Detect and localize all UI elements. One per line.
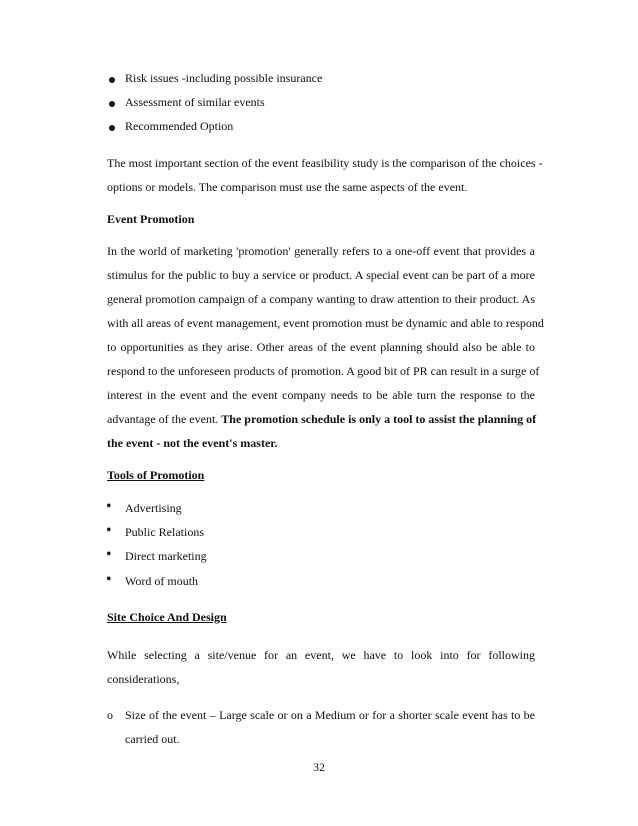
- event-promotion-heading: Event Promotion: [107, 212, 195, 226]
- site-choice-line: While selecting a site/venue for an event, we have to look into for following: [107, 648, 535, 662]
- event-promotion-line: interest in the event and the event company needs to be able turn the response to the: [107, 388, 535, 402]
- page-number: 32: [313, 760, 325, 774]
- site-choice-heading: Site Choice And Design: [107, 610, 227, 624]
- event-promotion-line: general promotion campaign of a company wanting to draw attention to their product. As: [107, 292, 535, 306]
- bullet-text: Recommended Option: [125, 119, 234, 133]
- event-promotion-line: In the world of marketing 'promotion' generally refers to a one-off event that provides a: [107, 244, 535, 258]
- event-promotion-line: [107, 412, 535, 427]
- event-promotion-line: with all areas of event management, event promotion must be dynamic and able to respond: [107, 316, 544, 330]
- bullet-dot: [109, 77, 115, 83]
- list-item: Word of mouth: [125, 574, 199, 588]
- event-promotion-line: stimulus for the public to buy a service or product. A special event can be part of a more: [107, 268, 535, 282]
- bullet-dot: •: [106, 522, 112, 539]
- bullet-dot: •: [106, 546, 112, 563]
- intro-paragraph-line: options or models. The comparison must use the same aspects of the event.: [107, 180, 468, 194]
- sub-bullet-line: Size of the event – Large scale or on a Medium or for a shorter scale event has to be: [125, 708, 535, 722]
- tools-of-promotion-heading: Tools of Promotion: [107, 468, 205, 482]
- line-text: advantage of the event.: [107, 412, 222, 426]
- bullet-dot: [109, 125, 115, 131]
- sub-bullet-line: carried out.: [125, 732, 180, 746]
- list-item: Advertising: [125, 501, 182, 515]
- bold-text: The promotion schedule is only a tool to assist the planning of: [221, 412, 537, 426]
- bullet-dot: [109, 101, 115, 107]
- list-item: Direct marketing: [125, 549, 207, 563]
- intro-paragraph-line: The most important section of the event feasibility study is the comparison of the choices -: [107, 156, 543, 170]
- event-promotion-line: respond to the unforeseen products of promotion. A good bit of PR can result in a surge of: [107, 364, 540, 378]
- event-promotion-bold-line: the event - not the event's master.: [107, 436, 278, 450]
- event-promotion-line: to opportunities as they arise. Other areas of the event planning should also be able to: [107, 340, 535, 354]
- list-item: Public Relations: [125, 525, 204, 539]
- bullet-text: Risk issues -including possible insurance: [125, 71, 323, 85]
- site-choice-line: considerations,: [107, 672, 180, 686]
- bullet-dot: •: [106, 498, 112, 515]
- bullet-text: Assessment of similar events: [125, 95, 265, 109]
- circle-bullet: o: [107, 708, 113, 722]
- bullet-dot: •: [106, 571, 112, 588]
